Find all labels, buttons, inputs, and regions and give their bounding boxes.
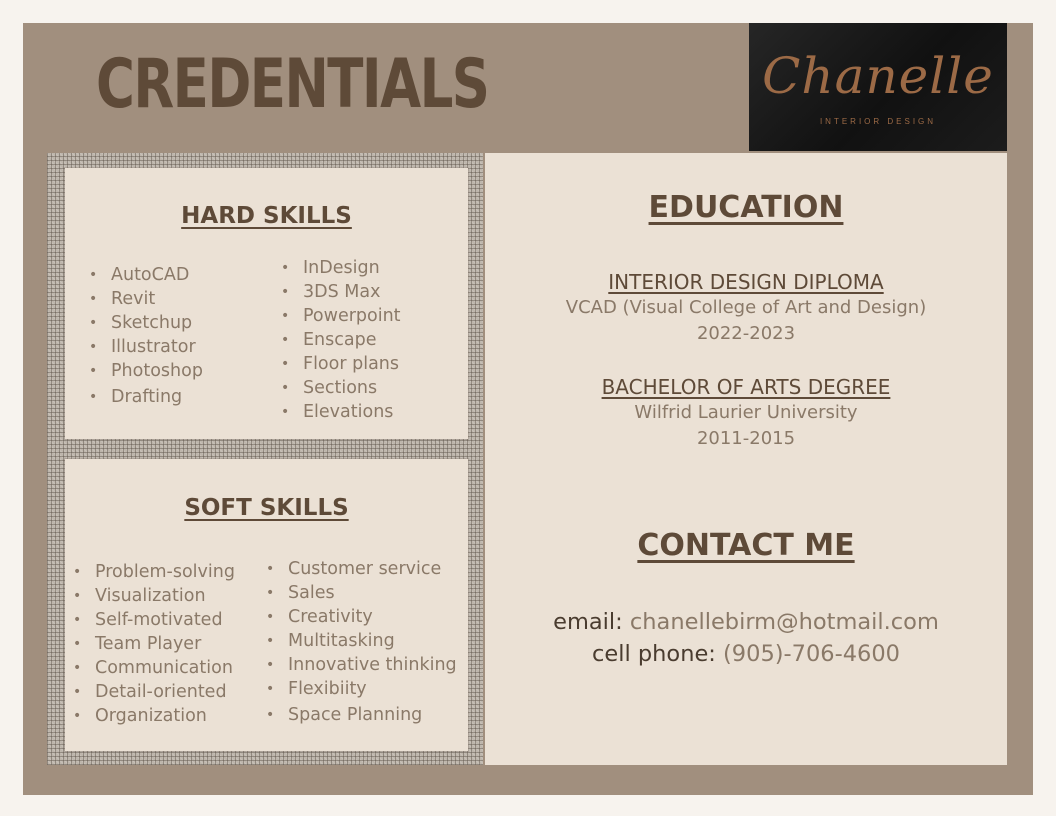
- list-item: • Photoshop: [87, 359, 203, 383]
- list-item: • Space Planning: [264, 703, 457, 727]
- page-title: CREDENTIALS: [96, 45, 489, 124]
- email-label: email:: [553, 609, 630, 635]
- contact-title: CONTACT ME: [637, 528, 855, 563]
- list-item: • Problem-solving: [71, 560, 235, 584]
- email-value[interactable]: chanellebirm@hotmail.com: [629, 609, 939, 635]
- education-entry-diploma: [485, 269, 1007, 347]
- education-degree: BACHELOR OF ARTS DEGREE: [601, 375, 891, 399]
- contact-phone-row: [485, 638, 1007, 670]
- list-item: • AutoCAD: [87, 263, 203, 287]
- hard-skills-card: [65, 168, 468, 439]
- logo-subtitle: INTERIOR DESIGN: [819, 117, 937, 126]
- list-item: • Organization: [71, 704, 235, 728]
- soft-skills-card: [65, 459, 468, 751]
- list-item: • Elevations: [279, 400, 401, 424]
- list-item: • Flexibiity: [264, 677, 457, 701]
- brand-logo: [749, 23, 1007, 151]
- education-title: EDUCATION: [648, 190, 844, 225]
- list-item: • Drafting: [87, 385, 203, 409]
- soft-skills-list-col1: [71, 560, 235, 728]
- list-item: • Visualization: [71, 584, 235, 608]
- list-item: • Enscape: [279, 328, 401, 352]
- logo-script-text: Chanelle: [762, 47, 994, 105]
- hard-skills-list-col1: [87, 263, 203, 409]
- credentials-sheet: [23, 23, 1033, 795]
- education-school: VCAD (Visual College of Art and Design): [565, 297, 927, 318]
- list-item: • Revit: [87, 287, 203, 311]
- list-item: • Sketchup: [87, 311, 203, 335]
- contact-details: [485, 606, 1007, 670]
- list-item: • Illustrator: [87, 335, 203, 359]
- list-item: • Innovative thinking: [264, 653, 457, 677]
- list-item: • Powerpoint: [279, 304, 401, 328]
- education-years: 2011-2015: [696, 428, 796, 449]
- list-item: • Self-motivated: [71, 608, 235, 632]
- education-degree: INTERIOR DESIGN DIPLOMA: [608, 270, 884, 294]
- soft-skills-list-col2: [264, 557, 457, 727]
- education-contact-panel: [485, 153, 1007, 765]
- list-item: • Communication: [71, 656, 235, 680]
- list-item: • Creativity: [264, 605, 457, 629]
- soft-skills-title: SOFT SKILLS: [184, 495, 349, 521]
- education-entry-bachelor: [485, 374, 1007, 452]
- list-item: • Sections: [279, 376, 401, 400]
- hard-skills-title: HARD SKILLS: [181, 203, 352, 229]
- education-years: 2022-2023: [696, 323, 796, 344]
- phone-value[interactable]: (905)-706-4600: [723, 641, 900, 667]
- list-item: • Floor plans: [279, 352, 401, 376]
- phone-label: cell phone:: [592, 641, 724, 667]
- hard-skills-list-col2: [279, 256, 401, 424]
- contact-email-row: [485, 606, 1007, 638]
- list-item: • Detail-oriented: [71, 680, 235, 704]
- list-item: • Sales: [264, 581, 457, 605]
- list-item: • InDesign: [279, 256, 401, 280]
- list-item: • Multitasking: [264, 629, 457, 653]
- list-item: • Team Player: [71, 632, 235, 656]
- list-item: • Customer service: [264, 557, 457, 581]
- list-item: • 3DS Max: [279, 280, 401, 304]
- education-school: Wilfrid Laurier University: [634, 402, 858, 423]
